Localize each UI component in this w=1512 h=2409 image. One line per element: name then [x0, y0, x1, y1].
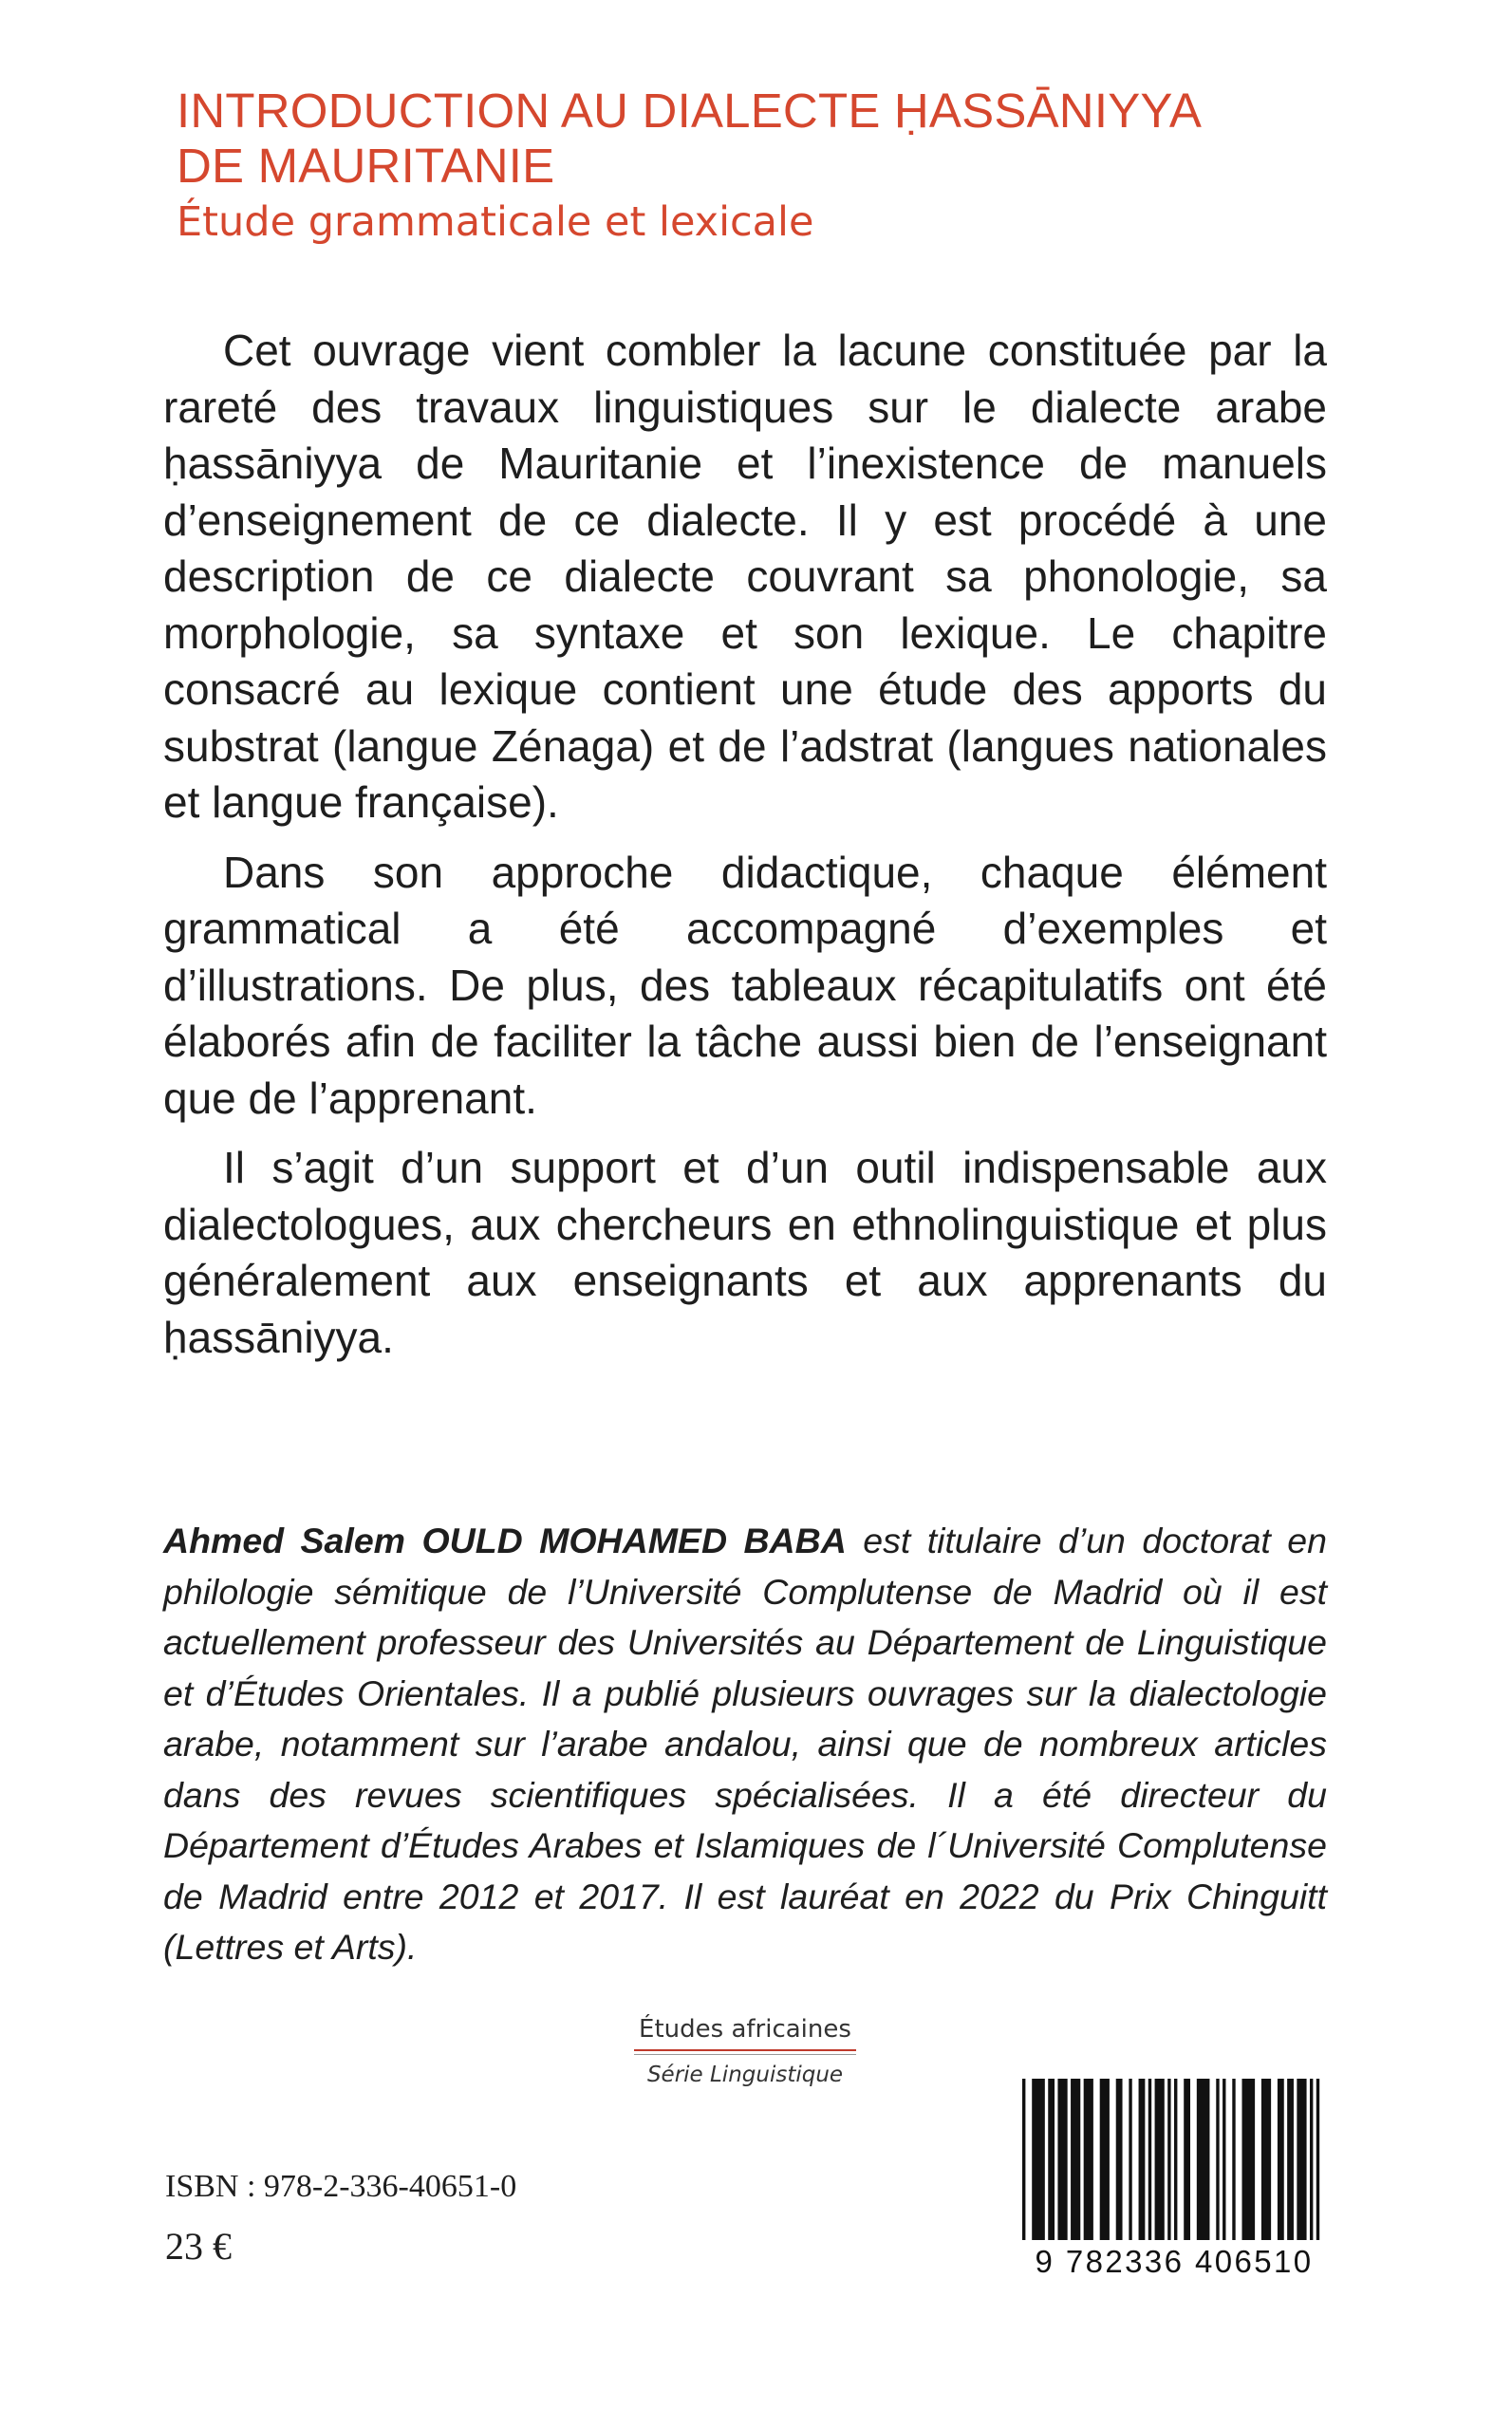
author-bio [163, 1516, 1327, 1973]
barcode [1017, 2079, 1331, 2283]
price: 23 € [165, 2225, 232, 2268]
blurb-paragraph-1: Cet ouvrage vient combler la lacune constituée par la rareté des travaux linguistiques sur le dialecte arabe ḥassāniyya de Mauritanie et l’inexistence de manuels d’enseignement de ce dialecte. Il y est procédé à une description de ce dialecte couvrant sa phonologie, sa morphologie, sa syntaxe et son lexique. Le chapitre consacré au lexique contient une étude des apports du substrat (langue Zénaga) et de l’adstrat (langues nationales et langue française). [163, 326, 1327, 827]
isbn: ISBN : 978-2-336-40651-0 [165, 2169, 517, 2204]
barcode-digits: 9 782336 406510 [1017, 2240, 1331, 2283]
book-subtitle: Étude grammaticale et lexicale [177, 198, 814, 246]
title-block [177, 84, 1353, 249]
book-title-line-1: INTRODUCTION AU DIALECTE ḤASSĀNIYYA [177, 84, 1203, 138]
series-divider [634, 2049, 856, 2051]
book-title-line-2: DE MAURITANIE [177, 139, 555, 193]
series-logo [626, 2015, 864, 2087]
blurb-paragraph-3: Il s’agit d’un support et d’un outil indispensable aux dialectologues, aux chercheurs en ethnolinguistique et plus généralement aux enseignants et aux apprenants du ḥassāniyya. [163, 1143, 1327, 1362]
series-subtitle: Série Linguistique [646, 2063, 844, 2087]
author-bio-text: est titulaire d’un doctorat en philologie sémitique de l’Université Complutense de Madrid où il est actuellement professeur des Universités au Département de Linguistique et d’Études Orientales. Il a publié plusieurs ouvrages sur la dialectologie arabe, notamment sur l’arabe andalou, ainsi que de nombreux articles dans des revues scientifiques spécialisées. Il a été directeur du Département d’Études Arabes et Islamiques de l´Université Complutense de Madrid entre 2012 et 2017. Il est lauréat en 2022 du Prix Chinguitt (Lettres et Arts). [163, 1521, 1327, 1967]
blurb-paragraph-2: Dans son approche didactique, chaque élément grammatical a été accompagné d’exemples et d’illustrations. De plus, des tableaux récapitulatifs ont été élaborés afin de faciliter la tâche aussi bien de l’enseignant que de l’apprenant. [163, 847, 1327, 1123]
series-name: Études africaines [639, 2015, 851, 2044]
author-name: Ahmed Salem OULD MOHAMED BABA [163, 1521, 847, 1560]
series-divider-thin [634, 2054, 856, 2055]
blurb [163, 323, 1327, 1379]
